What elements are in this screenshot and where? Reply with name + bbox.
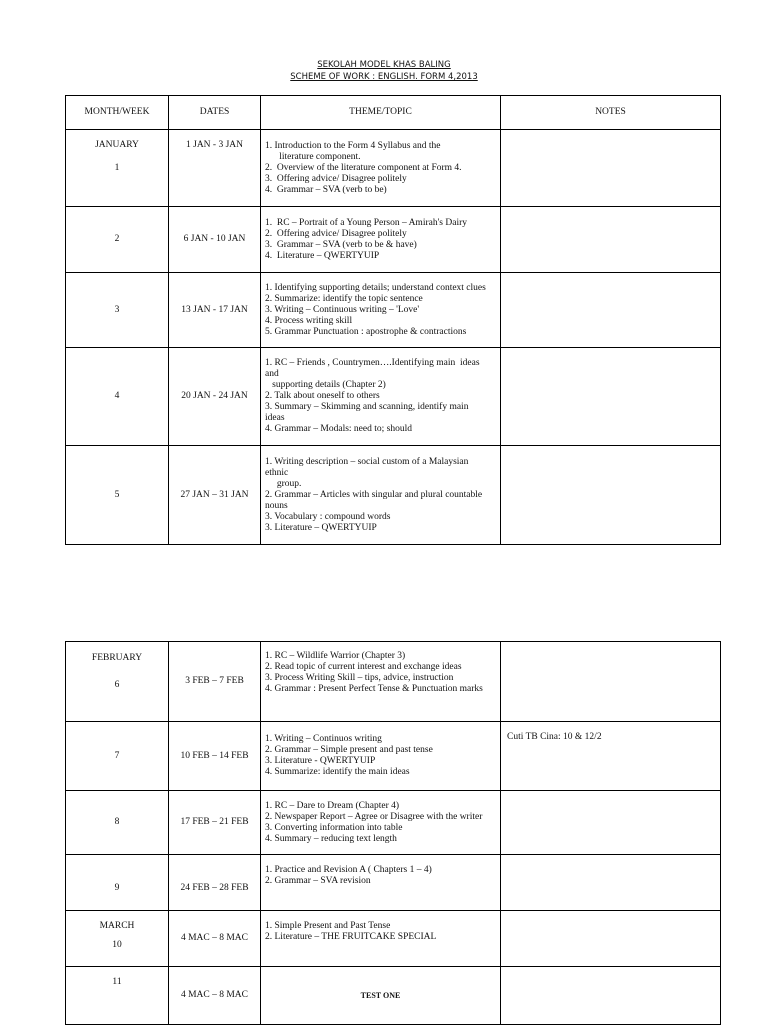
notes-cell (501, 911, 721, 967)
topic-line: 3. Vocabulary : compound words (265, 511, 391, 522)
table-row (66, 348, 721, 446)
table-row (66, 855, 721, 911)
theme-topic-cell (261, 130, 501, 207)
topic-line: 3. Process Writing Skill – tips, advice, instruction (265, 673, 454, 683)
notes-cell (501, 130, 721, 207)
theme-topic-cell (261, 207, 501, 273)
column-header-dates: DATES (169, 96, 261, 130)
month-week-cell (66, 911, 169, 967)
topic-line: literature component. (265, 151, 361, 162)
week-number: 11 (66, 967, 169, 1025)
theme-topic-cell (261, 348, 501, 446)
dates-cell: 17 FEB – 21 FEB (169, 791, 261, 855)
topic-line: 2. Talk about oneself to others (265, 391, 380, 401)
topic-line: 3. Summary – Skimming and scanning, identify main (265, 402, 469, 412)
topic-line: 1. Introduction to the Form 4 Syllabus and the (265, 140, 441, 151)
topic-line: 4. Summarize: identify the main ideas (265, 767, 410, 777)
theme-topic-cell (261, 722, 501, 791)
dates-cell: 13 JAN - 17 JAN (169, 273, 261, 348)
notes-cell (501, 855, 721, 911)
topic-line: 2. Summarize: identify the topic sentence (265, 293, 423, 304)
week-number: 2 (66, 207, 169, 273)
week-number: 10 (112, 940, 122, 950)
week-number: 4 (66, 348, 169, 446)
theme-topic-cell (261, 967, 501, 1025)
topic-line: group. (265, 478, 302, 489)
theme-topic-cell (261, 911, 501, 967)
topic-line: 1. Simple Present and Past Tense (265, 921, 391, 931)
topic-line: ideas (265, 413, 285, 423)
week-number: 6 (114, 680, 120, 690)
topic-line: 1. Identifying supporting details; understand context clues (265, 282, 486, 293)
scheme-table-january (65, 95, 721, 545)
school-name-heading: SEKOLAH MODEL KHAS BALING (317, 60, 451, 70)
table-row (66, 911, 721, 967)
topic-line: 1. Practice and Revision A ( Chapters 1 – 4) (265, 865, 432, 875)
topic-line: and (265, 369, 279, 379)
dates-cell: 24 FEB – 28 FEB (169, 855, 261, 911)
month-week-cell (66, 642, 169, 722)
topic-line: 1. RC – Friends , Countrymen….Identifying main ideas (265, 358, 480, 368)
column-header-theme-topic: THEME/TOPIC (261, 96, 501, 130)
theme-topic-cell (261, 446, 501, 545)
topic-line: 4. Summary – reducing text length (265, 833, 397, 844)
column-header-month-week: MONTH/WEEK (66, 96, 169, 130)
dates-cell: 1 JAN - 3 JAN (169, 130, 261, 207)
topic-line: ethnic (265, 467, 289, 478)
month-label: MARCH (99, 921, 135, 931)
week-number: 1 (114, 163, 120, 173)
notes-cell (501, 967, 721, 1025)
table-row (66, 642, 721, 722)
theme-topic-cell (261, 855, 501, 911)
topic-line: 4. Grammar – SVA (verb to be) (265, 184, 387, 195)
dates-cell: 6 JAN - 10 JAN (169, 207, 261, 273)
table-row (66, 130, 721, 207)
column-header-notes: NOTES (501, 96, 721, 130)
topic-line: 4. Grammar – Modals: need to; should (265, 424, 412, 434)
topic-line: 3. Writing – Continuous writing – 'Love' (265, 304, 420, 315)
test-one-label: TEST ONE (360, 991, 401, 1000)
dates-cell: 20 JAN - 24 JAN (169, 348, 261, 446)
dates-cell: 27 JAN – 31 JAN (169, 446, 261, 545)
topic-line: supporting details (Chapter 2) (265, 380, 386, 390)
scheme-title-heading: SCHEME OF WORK : ENGLISH. FORM 4,2013 (290, 72, 478, 82)
table-row (66, 791, 721, 855)
table-row (66, 446, 721, 545)
topic-line: 2. Read topic of current interest and exchange ideas (265, 662, 462, 672)
notes-cell (501, 348, 721, 446)
month-label: FEBRUARY (91, 653, 143, 663)
topic-line: 3. Converting information into table (265, 822, 403, 833)
week-number: 9 (66, 855, 169, 911)
topic-line: 4. Process writing skill (265, 315, 353, 326)
topic-line: 1. Writing description – social custom of a Malaysian (265, 456, 469, 467)
topic-line: 1. RC – Portrait of a Young Person – Amirah's Dairy (265, 217, 468, 228)
topic-line: 3. Offering advice/ Disagree politely (265, 173, 407, 184)
topic-line: 2. Grammar – Articles with singular and plural countable (265, 489, 483, 500)
topic-line: 1. RC – Dare to Dream (Chapter 4) (265, 800, 400, 811)
week-number: 5 (66, 446, 169, 545)
dates-cell: 3 FEB – 7 FEB (169, 642, 261, 722)
scheme-table-february-march (65, 641, 721, 1025)
week-number: 3 (66, 273, 169, 348)
topic-line: nouns (265, 500, 288, 511)
week-number: 7 (66, 722, 169, 791)
topic-line: 3. Literature – QWERTYUIP (265, 522, 377, 533)
topic-line: 2. Offering advice/ Disagree politely (265, 228, 407, 239)
month-week-cell (66, 130, 169, 207)
topic-line: 1. RC – Wildlife Warrior (Chapter 3) (265, 651, 406, 661)
notes-cell: Cuti TB Cina: 10 & 12/2 (501, 722, 721, 791)
dates-cell: 4 MAC – 8 MAC (169, 911, 261, 967)
table-row (66, 207, 721, 273)
topic-line: 1. Writing – Continuos writing (265, 734, 382, 744)
table-row (66, 722, 721, 791)
dates-cell: 4 MAC – 8 MAC (169, 967, 261, 1025)
table-header-row (66, 96, 721, 130)
notes-cell (501, 207, 721, 273)
topic-line: 3. Grammar – SVA (verb to be & have) (265, 239, 417, 250)
theme-topic-cell (261, 791, 501, 855)
month-label: JANUARY (95, 140, 139, 150)
theme-topic-cell (261, 642, 501, 722)
topic-line: 3. Literature - QWERTYUIP (265, 756, 376, 766)
week-number: 8 (66, 791, 169, 855)
notes-cell (501, 791, 721, 855)
table-row (66, 273, 721, 348)
theme-topic-cell (261, 273, 501, 348)
topic-line: 2. Grammar – Simple present and past tense (265, 745, 433, 755)
dates-cell: 10 FEB – 14 FEB (169, 722, 261, 791)
topic-line: 4. Grammar : Present Perfect Tense & Punctuation marks (265, 684, 483, 694)
topic-line: 2. Newspaper Report – Agree or Disagree with the writer (265, 811, 483, 822)
notes-cell (501, 642, 721, 722)
table-row (66, 967, 721, 1025)
topic-line: 2. Overview of the literature component at Form 4. (265, 162, 462, 173)
topic-line: 2. Literature – THE FRUITCAKE SPECIAL (265, 932, 437, 942)
notes-cell (501, 273, 721, 348)
notes-cell (501, 446, 721, 545)
topic-line: 5. Grammar Punctuation : apostrophe & contractions (265, 326, 467, 337)
topic-line: 2. Grammar – SVA revision (265, 876, 371, 886)
topic-line: 4. Literature – QWERTYUIP (265, 250, 380, 261)
